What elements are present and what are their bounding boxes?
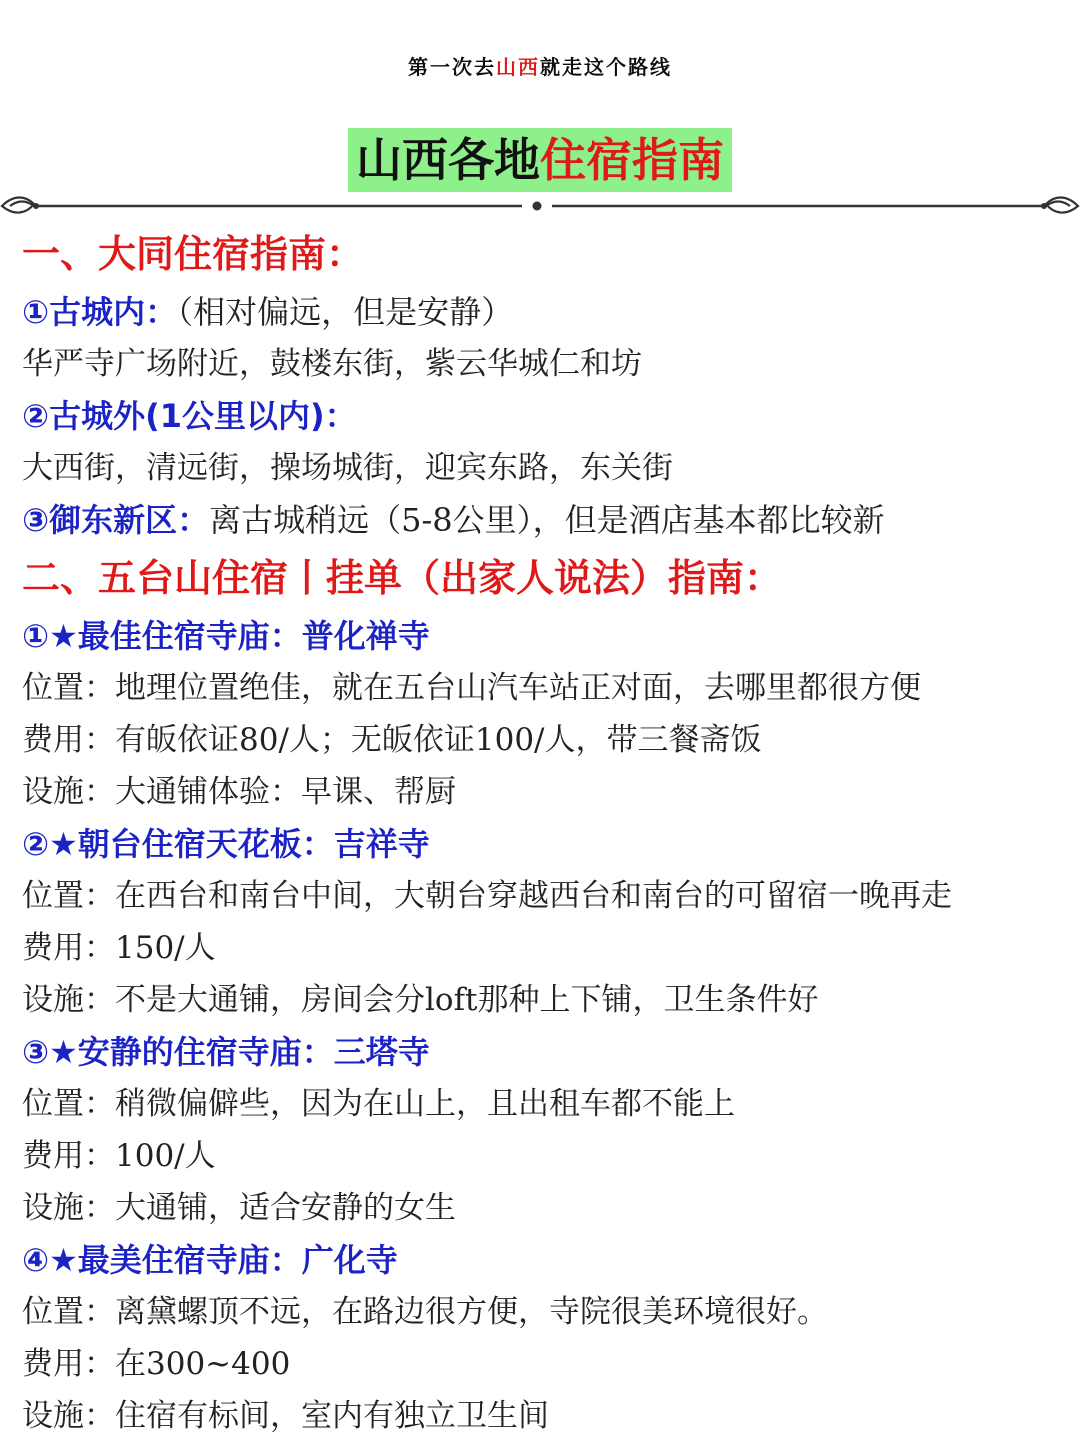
temple-label: ②★朝台住宿天花板：吉祥寺 bbox=[22, 825, 430, 863]
temple-label: ①★最佳住宿寺庙：普化禅寺 bbox=[22, 617, 430, 655]
item-line: 位置：地理位置绝佳，就在五台山汽车站正对面，去哪里都很方便 bbox=[22, 670, 921, 706]
item-line: 位置：稍微偏僻些，因为在山上，且出租车都不能上 bbox=[22, 1086, 735, 1122]
item-line: 大西街，清远街，操场城街，迎宾东路，东关街 bbox=[22, 450, 673, 486]
item-line: 费用：在300~400 bbox=[22, 1346, 291, 1382]
item-label: ②古城外(1公里以内)： bbox=[22, 397, 357, 435]
item-line: 费用：有皈依证80/人；无皈依证100/人，带三餐斋饭 bbox=[22, 722, 762, 758]
item-line: 费用：150/人 bbox=[22, 930, 216, 966]
section-heading-wutaishan: 二、五台山住宿丨挂单（出家人说法）指南： bbox=[22, 556, 783, 600]
temple-label: ④★最美住宿寺庙：广化寺 bbox=[22, 1241, 398, 1279]
item-label bbox=[22, 286, 1072, 338]
title-highlight: 山西 bbox=[496, 55, 540, 79]
title-part2: 就走这个路线 bbox=[540, 55, 672, 79]
subtitle-highlight: 住宿指南 bbox=[540, 133, 724, 187]
temple-label: ③★安静的住宿寺庙：三塔寺 bbox=[22, 1033, 430, 1071]
content bbox=[22, 222, 1072, 1442]
item-line: 华严寺广场附近，鼓楼东街，紫云华城仁和坊 bbox=[22, 346, 642, 382]
item-label-text: ①古城内： bbox=[22, 293, 178, 331]
item-label bbox=[22, 494, 1072, 546]
item-line: 位置：在西台和南台中间，大朝台穿越西台和南台的可留宿一晚再走 bbox=[22, 878, 952, 914]
item-note: （相对偏远，但是安静） bbox=[177, 293, 514, 331]
item-label-text: ③御东新区： bbox=[22, 501, 210, 539]
section-heading-datong: 一、大同住宿指南： bbox=[22, 232, 365, 276]
item-line: 费用：100/人 bbox=[22, 1138, 216, 1174]
item-line: 设施：不是大通铺，房间会分loft那种上下铺，卫生条件好 bbox=[22, 982, 819, 1018]
item-line: 设施：住宿有标间，室内有独立卫生间 bbox=[22, 1398, 549, 1434]
item-line: 设施：大通铺体验：早课、帮厨 bbox=[22, 774, 456, 810]
ornamental-divider bbox=[0, 192, 1080, 220]
subtitle-banner bbox=[0, 128, 1080, 192]
page-title bbox=[0, 12, 1080, 122]
item-note: 离古城稍远（5-8公里），但是酒店基本都比较新 bbox=[209, 501, 885, 539]
subtitle-part1: 山西各地 bbox=[356, 133, 540, 187]
item-line: 位置：离黛螺顶不远，在路边很方便，寺院很美环境很好。 bbox=[22, 1294, 828, 1330]
item-line: 设施：大通铺，适合安静的女生 bbox=[22, 1190, 456, 1226]
subtitle bbox=[348, 128, 732, 192]
title-part1: 第一次去 bbox=[408, 55, 496, 79]
